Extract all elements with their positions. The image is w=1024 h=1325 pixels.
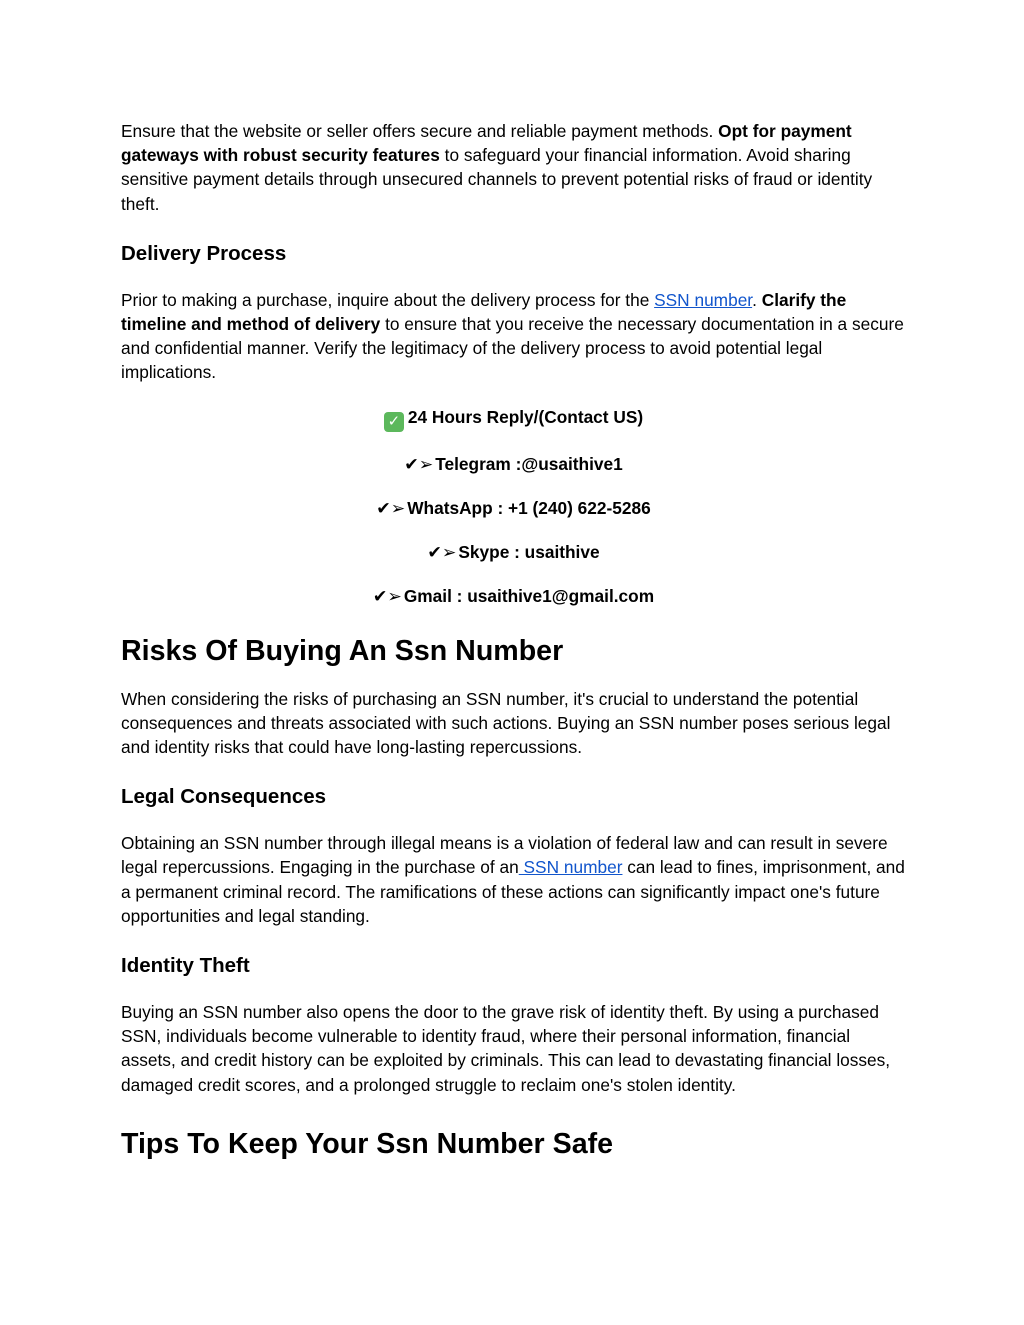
tick-icon: ✔ xyxy=(372,585,388,606)
arrow-icon: ➢ xyxy=(390,497,406,518)
contact-telegram-text: Telegram :@usaithive1 xyxy=(435,453,623,474)
delivery-text-c: to ensure that you receive the necessary documentation in a secure and confidential manner. Verify the legitimacy of the delivery process to avoid potential legal implications. xyxy=(121,314,904,383)
document-page xyxy=(121,119,906,1162)
delivery-text-a: Prior to making a purchase, inquire about the delivery process for the xyxy=(121,289,655,310)
payment-paragraph xyxy=(121,119,906,216)
contact-skype-line xyxy=(121,540,906,564)
ssn-number-link[interactable]: SSN number xyxy=(654,289,753,310)
legal-text-a: Obtaining an SSN number through illegal means is a violation of federal law and can result in severe legal repercussions. Engaging in the purchase of an xyxy=(121,833,888,878)
tick-icon: ✔ xyxy=(376,497,391,518)
contact-reply-line xyxy=(121,405,906,432)
legal-consequences-heading: Legal Consequences xyxy=(121,785,327,809)
legal-text-b: can lead to fines, imprisonment, and a permanent criminal record. The ramifications of these actions can significantly impact one's future opportunities and legal standing. xyxy=(121,857,905,926)
contact-gmail-line xyxy=(121,584,906,608)
delivery-heading: Delivery Process xyxy=(121,241,287,265)
delivery-bold: Clarify the timeline and method of delivery xyxy=(121,289,847,335)
tick-icon: ✔ xyxy=(404,453,419,474)
contact-reply-text: 24 Hours Reply/(Contact US) xyxy=(407,406,644,427)
payment-text-b: to safeguard your financial information. Avoid sharing sensitive payment details through unsecured channels to prevent potential risks of fraud or identity theft. xyxy=(121,145,873,214)
identity-paragraph: Buying an SSN number also opens the door to the grave risk of identity theft. By using a purchased SSN, individuals become vulnerable to identity fraud, where their personal information, financial assets, and credit history can be exploited by criminals. This can lead to devastating financial losses, damaged credit scores, and a prolonged struggle to reclaim one's stolen identity. xyxy=(121,1002,891,1095)
legal-paragraph xyxy=(121,831,906,928)
risks-intro-paragraph: When considering the risks of purchasing an SSN number, it's crucial to understand the potential consequences and threats associated with such actions. Buying an SSN number poses serious legal and identity risks that could have long-lasting repercussions. xyxy=(121,688,891,758)
contact-gmail-text: Gmail : usaithive1@gmail.com xyxy=(403,585,655,606)
identity-theft-heading: Identity Theft xyxy=(121,954,250,978)
arrow-icon: ➢ xyxy=(441,541,457,562)
delivery-text-b: . xyxy=(752,289,762,310)
contact-skype-text: Skype : usaithive xyxy=(458,541,600,562)
arrow-icon: ➢ xyxy=(418,453,434,474)
tick-icon: ✔ xyxy=(427,541,442,562)
delivery-paragraph xyxy=(121,288,906,385)
tips-heading: Tips To Keep Your Ssn Number Safe xyxy=(121,1127,614,1160)
contact-telegram-line xyxy=(121,452,906,476)
contact-whatsapp-text: WhatsApp : +1 (240) 622-5286 xyxy=(407,497,651,518)
arrow-icon: ➢ xyxy=(387,585,402,606)
payment-bold: Opt for payment gateways with robust security features xyxy=(121,121,852,166)
contact-whatsapp-line xyxy=(121,496,906,520)
ssn-number-link-2[interactable]: SSN number xyxy=(518,857,623,878)
white-check-mark-icon: ✓ xyxy=(384,412,404,432)
payment-text-a: Ensure that the website or seller offers secure and reliable payment methods. xyxy=(121,121,719,141)
risks-heading: Risks Of Buying An Ssn Number xyxy=(121,634,564,667)
